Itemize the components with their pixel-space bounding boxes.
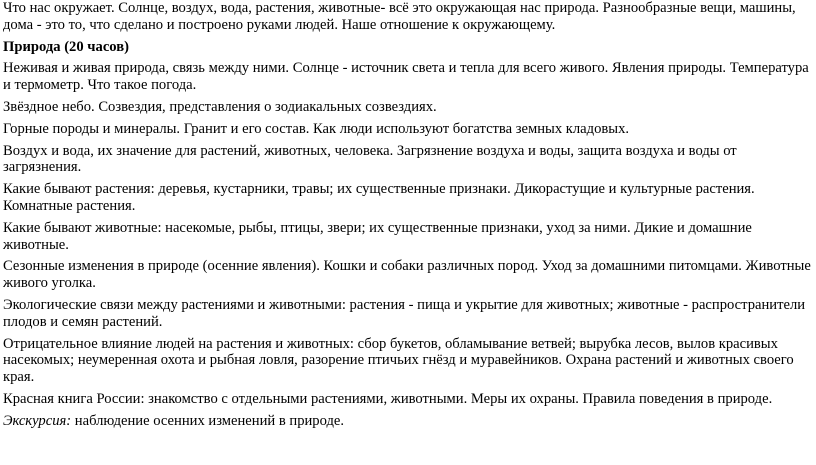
- paragraph-air-water: Воздух и вода, их значение для растений, животных, человека. Загрязнение воздуха и воды, защита воздуха и воды от загрязнения.: [3, 142, 737, 176]
- paragraph-plants: Какие бывают растения: деревья, кустарники, травы; их существенные признаки. Дикорастущие и культурные растения. Комнатные растения.: [3, 181, 755, 214]
- paragraph-seasons: Сезонные изменения в природе (осенние явления). Кошки и собаки различных пород. Уход за домашними питомцами. Животные живого уголка.: [3, 258, 811, 292]
- paragraph-rocks: Горные породы и минералы. Гранит и его состав. Как люди используют богатства земных кладовых.: [3, 120, 630, 137]
- excursion-text: наблюдение осенних изменений в природе.: [71, 412, 345, 429]
- paragraph-human-impact: Отрицательное влияние людей на растения и животных: сбор букетов, обламывание ветвей; вырубка лесов, вылов красивых насекомых; неумеренная охота и рыбная ловля, разорение птичьих гнёзд и муравейников. Охрана растений и животных своего края.: [3, 335, 794, 386]
- paragraph-red-book: Красная книга России: знакомство с отдельными растениями, животными. Меры их охраны. Правила поведения в природе.: [3, 390, 773, 407]
- section-heading: Природа (20 часов): [3, 38, 129, 55]
- paragraph-animals: Какие бывают животные: насекомые, рыбы, птицы, звери; их существенные признаки, уход за ними. Дикие и домашние животные.: [3, 219, 752, 253]
- paragraph-nature: Неживая и живая природа, связь между ними. Солнце - источник света и тепла для всего живого. Явления природы. Температура и термометр. Что такое погода.: [3, 60, 809, 94]
- excursion-paragraph: [3, 413, 811, 430]
- paragraph-stars: Звёздное небо. Созвездия, представления о зодиакальных созвездиях.: [3, 98, 437, 115]
- excursion-label: Экскурсия:: [3, 412, 72, 429]
- paragraph-ecology: Экологические связи между растениями и животными: растения - пища и укрытие для животных; животные - распространители плодов и семян растений.: [3, 296, 806, 330]
- intro-paragraph: Что нас окружает. Солнце, воздух, вода, растения, животные- всё это окружающая нас природа. Разнообразные вещи, машины, дома - это то, что сделано и построено руками людей. Наше отношение к окружающему.: [3, 0, 796, 33]
